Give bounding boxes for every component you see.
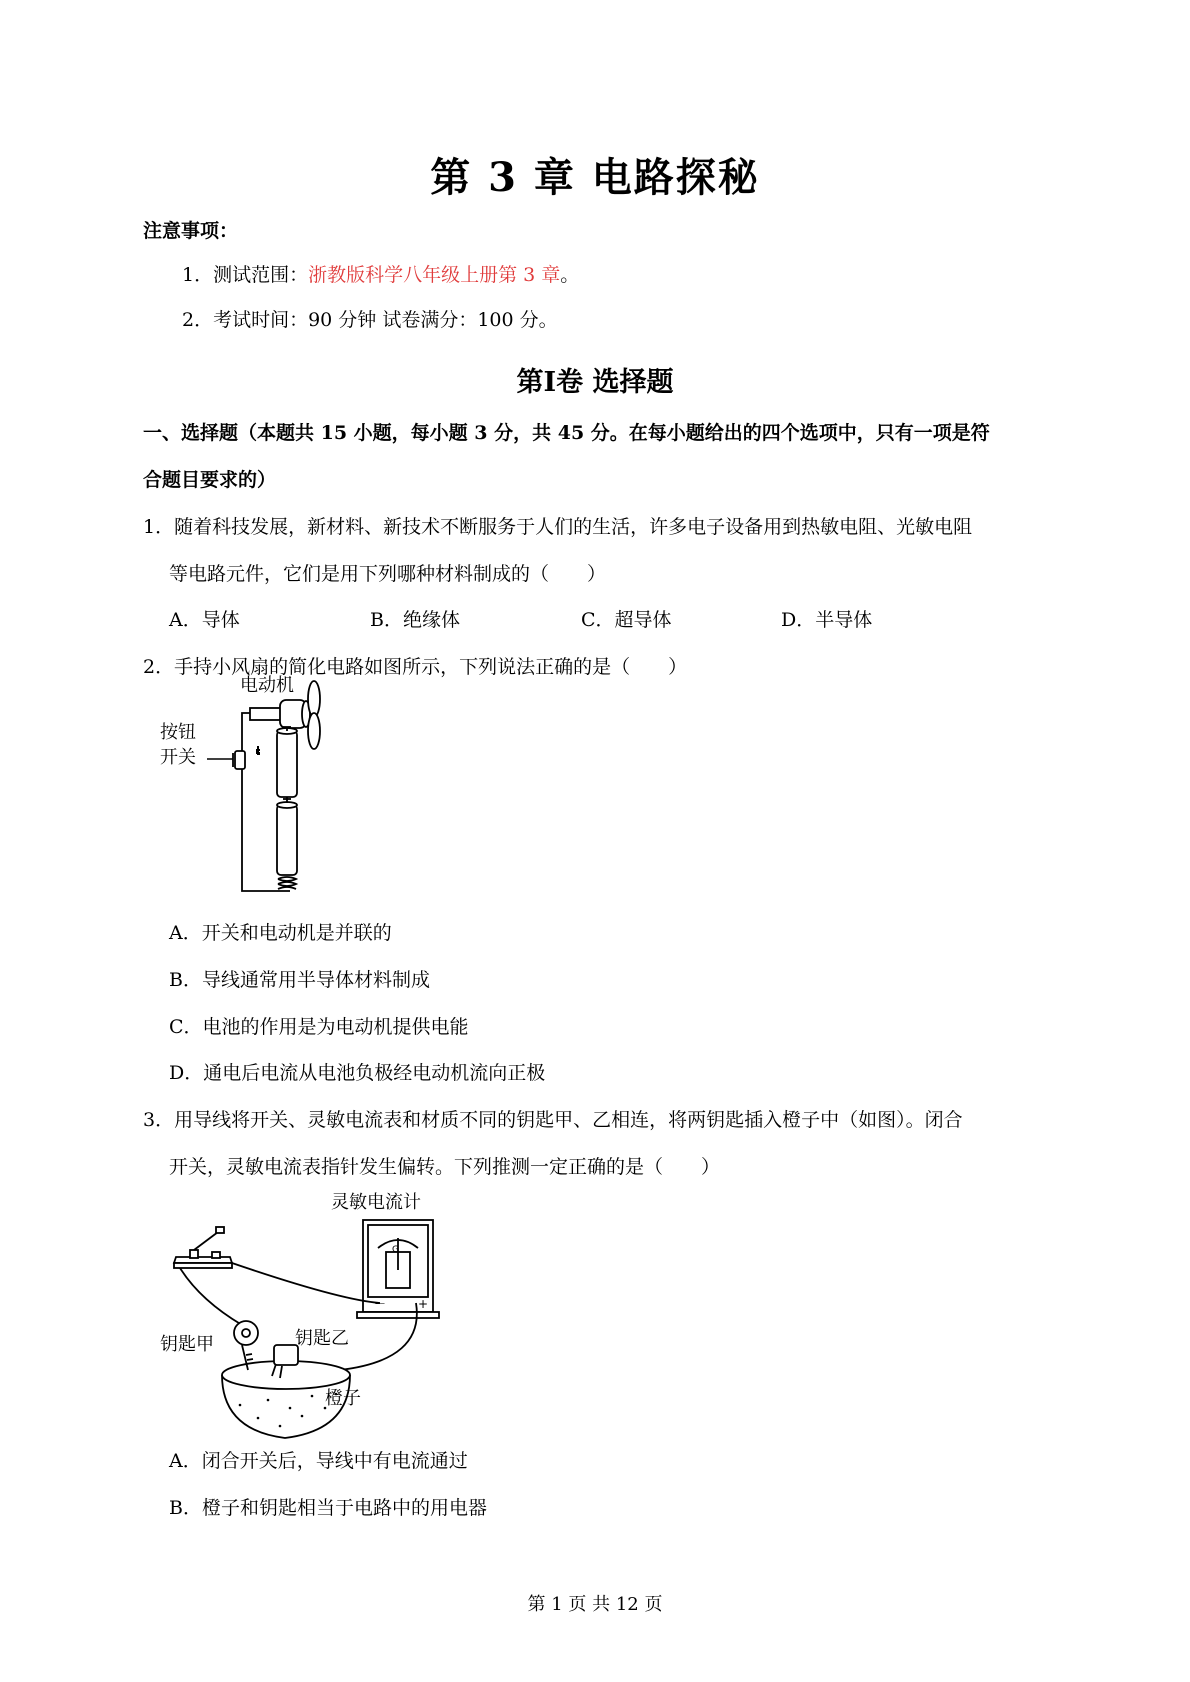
q3-minus-terminal: － bbox=[374, 1297, 387, 1311]
note-item-1-suffix: 。 bbox=[560, 264, 580, 286]
q1-stem-line-2: 等电路元件，它们是用下列哪种材料制成的（ ） bbox=[169, 563, 607, 585]
section-title: 第Ⅰ卷 选择题 bbox=[516, 367, 674, 398]
q3-key-a-label: 钥匙甲 bbox=[160, 1334, 214, 1355]
q1-option-c: C．超导体 bbox=[581, 609, 672, 631]
q1-option-d: D．半导体 bbox=[781, 609, 873, 631]
part-heading-line-2: 合题目要求的） bbox=[143, 469, 277, 491]
q2-option-d: D．通电后电流从电池负极经电动机流向正极 bbox=[169, 1062, 546, 1084]
q2-stem-line-1: 2．手持小风扇的简化电路如图所示，下列说法正确的是（ ） bbox=[143, 656, 688, 678]
q3-option-b: B．橙子和钥匙相当于电路中的用电器 bbox=[169, 1497, 487, 1519]
q3-key-b-label: 钥匙乙 bbox=[295, 1328, 349, 1349]
q2-option-b: B．导线通常用半导体材料制成 bbox=[169, 969, 430, 991]
note-item-2: 2．考试时间：90 分钟 试卷满分：100 分。 bbox=[182, 309, 558, 331]
q3-plus-terminal: + bbox=[418, 1297, 429, 1311]
q2-fan-circuit-figure bbox=[160, 675, 360, 903]
q1-option-a: A．导体 bbox=[169, 609, 240, 631]
q2-motor-label: 电动机 bbox=[240, 675, 294, 696]
note-item-1-prefix: 1．测试范围： bbox=[182, 264, 309, 286]
q3-orange-battery-figure bbox=[160, 1190, 460, 1430]
note-item-1-scope: 浙教版科学八年级上册第 3 章 bbox=[308, 264, 561, 286]
note-item-1 bbox=[182, 260, 579, 287]
q3-option-a: A．闭合开关后，导线中有电流通过 bbox=[169, 1450, 468, 1472]
q1-option-b: B．绝缘体 bbox=[370, 609, 460, 631]
q2-option-c: C．电池的作用是为电动机提供电能 bbox=[169, 1016, 469, 1038]
q2-option-a: A．开关和电动机是并联的 bbox=[169, 922, 392, 944]
notes-heading: 注意事项： bbox=[143, 220, 239, 242]
q3-stem-line-1: 3．用导线将开关、灵敏电流表和材质不同的钥匙甲、乙相连，将两钥匙插入橙子中（如图）。闭合 bbox=[143, 1109, 963, 1131]
q2-switch-label-line-2: 开关 bbox=[160, 747, 196, 768]
part-heading-line-1: 一、选择题（本题共 15 小题，每小题 3 分，共 45 分。在每小题给出的四个选项中，只有一项是符 bbox=[143, 422, 990, 444]
q3-galvanometer-label: 灵敏电流计 bbox=[331, 1192, 421, 1213]
q3-galvanometer-g: G bbox=[392, 1245, 399, 1255]
q2-switch-label-line-1: 按钮 bbox=[160, 722, 196, 743]
page-footer: 第 1 页 共 12 页 bbox=[527, 1594, 663, 1615]
document-title: 第 3 章 电路探秘 bbox=[430, 154, 760, 201]
q1-stem-line-1: 1．随着科技发展，新材料、新技术不断服务于人们的生活，许多电子设备用到热敏电阻、光敏电阻 bbox=[143, 516, 973, 538]
q3-stem-line-2: 开关，灵敏电流表指针发生偏转。下列推测一定正确的是（ ） bbox=[169, 1156, 721, 1178]
q3-orange-label: 橙子 bbox=[325, 1388, 361, 1409]
